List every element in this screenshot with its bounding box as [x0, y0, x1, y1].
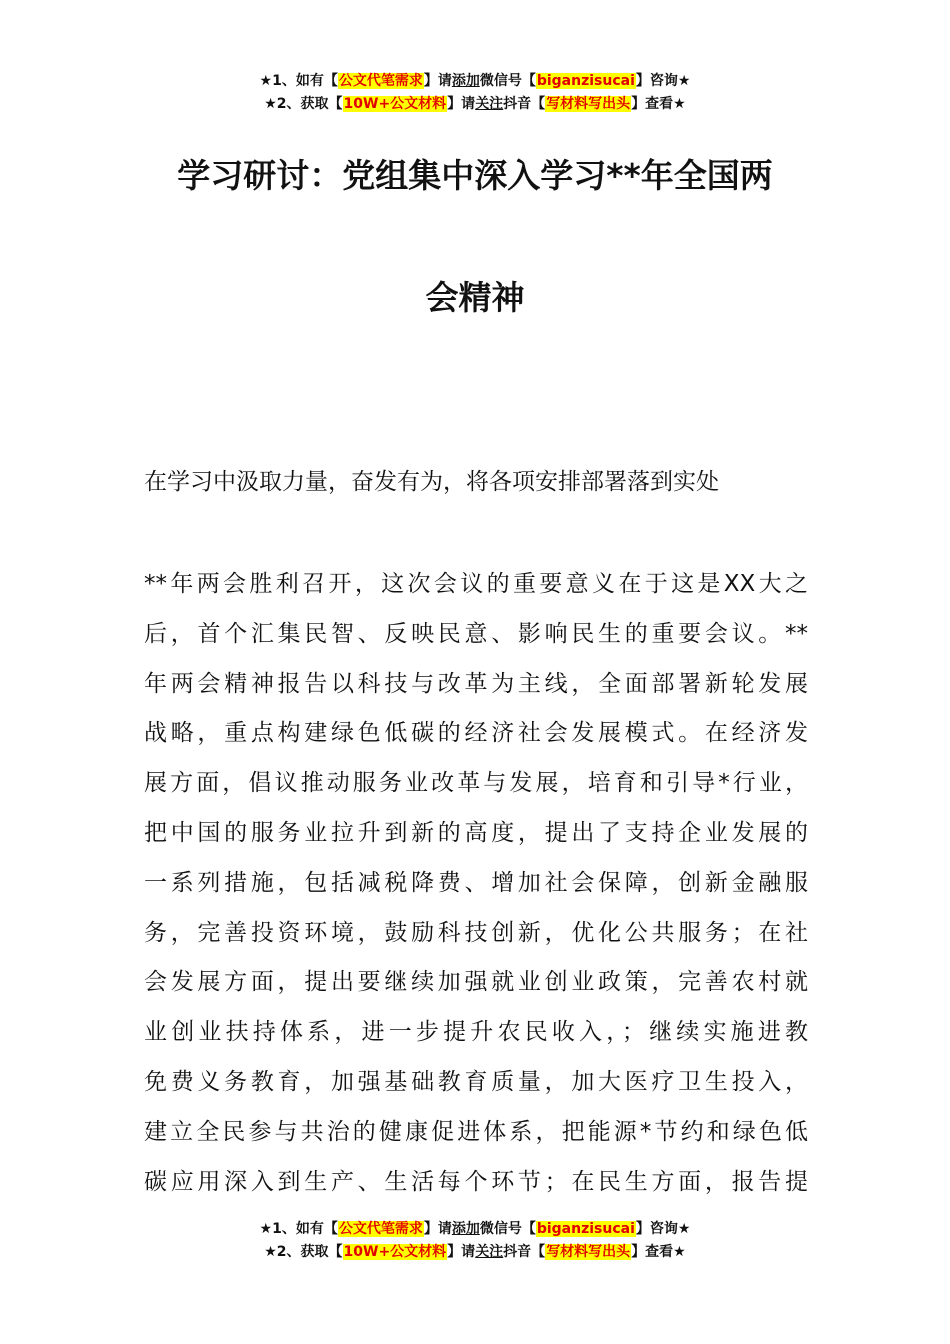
paragraph-line: 把中国的服务业拉升到新的高度，提出了支持企业发展的 — [144, 819, 808, 846]
document-title-line-2: 会精神 — [425, 278, 525, 317]
body-paragraph — [144, 560, 808, 1207]
footer-banner — [0, 1218, 950, 1264]
banner-highlight-douyin: 写材料写出头 — [546, 96, 631, 112]
document-title-line-1: 学习研讨：党组集中深入学习**年全国两 — [177, 156, 773, 195]
paragraph-line: 碳应用深入到生产、生活每个环节；在民生方面，报告提 — [144, 1168, 808, 1195]
banner-highlight-service: 公文代笔需求 — [338, 1221, 423, 1237]
paragraph-line: 建立全民参与共治的健康促进体系，把能源*节约和绿色低 — [144, 1118, 808, 1145]
paragraph-line: 会发展方面，提出要继续加强就业创业政策，完善农村就 — [144, 969, 808, 996]
paragraph-line: 一系列措施，包括减税降费、增加社会保障，创新金融服 — [144, 869, 808, 896]
banner-highlight-materials: 10W+公文材料 — [343, 1244, 447, 1260]
paragraph-line: 免费义务教育，加强基础教育质量，加大医疗卫生投入， — [144, 1068, 808, 1095]
paragraph-line: 后，首个汇集民智、反映民意、影响民生的重要会议。** — [144, 620, 808, 647]
banner-highlight-wechat-id: biganzisucai — [536, 73, 635, 89]
section-heading: 在学习中汲取力量，奋发有为，将各项安排部署落到实处 — [144, 469, 719, 495]
banner-line-2: ★2、获取【10W+公文材料】请关注抖音【写材料写出头】查看★ — [264, 96, 686, 112]
banner-line-1: ★1、如有【公文代笔需求】请添加微信号【biganzisucai】咨询★ — [259, 1221, 691, 1237]
banner-line-1: ★1、如有【公文代笔需求】请添加微信号【biganzisucai】咨询★ — [259, 73, 691, 89]
paragraph-line: **年两会胜利召开，这次会议的重要意义在于这是XX大之 — [144, 571, 808, 597]
header-banner — [0, 70, 950, 116]
paragraph-line: 战略，重点构建绿色低碳的经济社会发展模式。在经济发 — [144, 720, 808, 747]
banner-highlight-douyin: 写材料写出头 — [546, 1244, 631, 1260]
paragraph-line: 年两会精神报告以科技与改革为主线，全面部署新轮发展 — [144, 670, 808, 697]
paragraph-line: 业创业扶持体系，进一步提升农民收入，；继续实施进教 — [144, 1019, 808, 1046]
banner-highlight-materials: 10W+公文材料 — [343, 96, 447, 112]
paragraph-line: 务，完善投资环境，鼓励科技创新，优化公共服务；在社 — [144, 919, 808, 946]
banner-highlight-wechat-id: biganzisucai — [536, 1221, 635, 1237]
banner-line-2: ★2、获取【10W+公文材料】请关注抖音【写材料写出头】查看★ — [264, 1244, 686, 1260]
paragraph-line: 展方面，倡议推动服务业改革与发展，培育和引导*行业， — [144, 770, 808, 797]
banner-highlight-service: 公文代笔需求 — [338, 73, 423, 89]
